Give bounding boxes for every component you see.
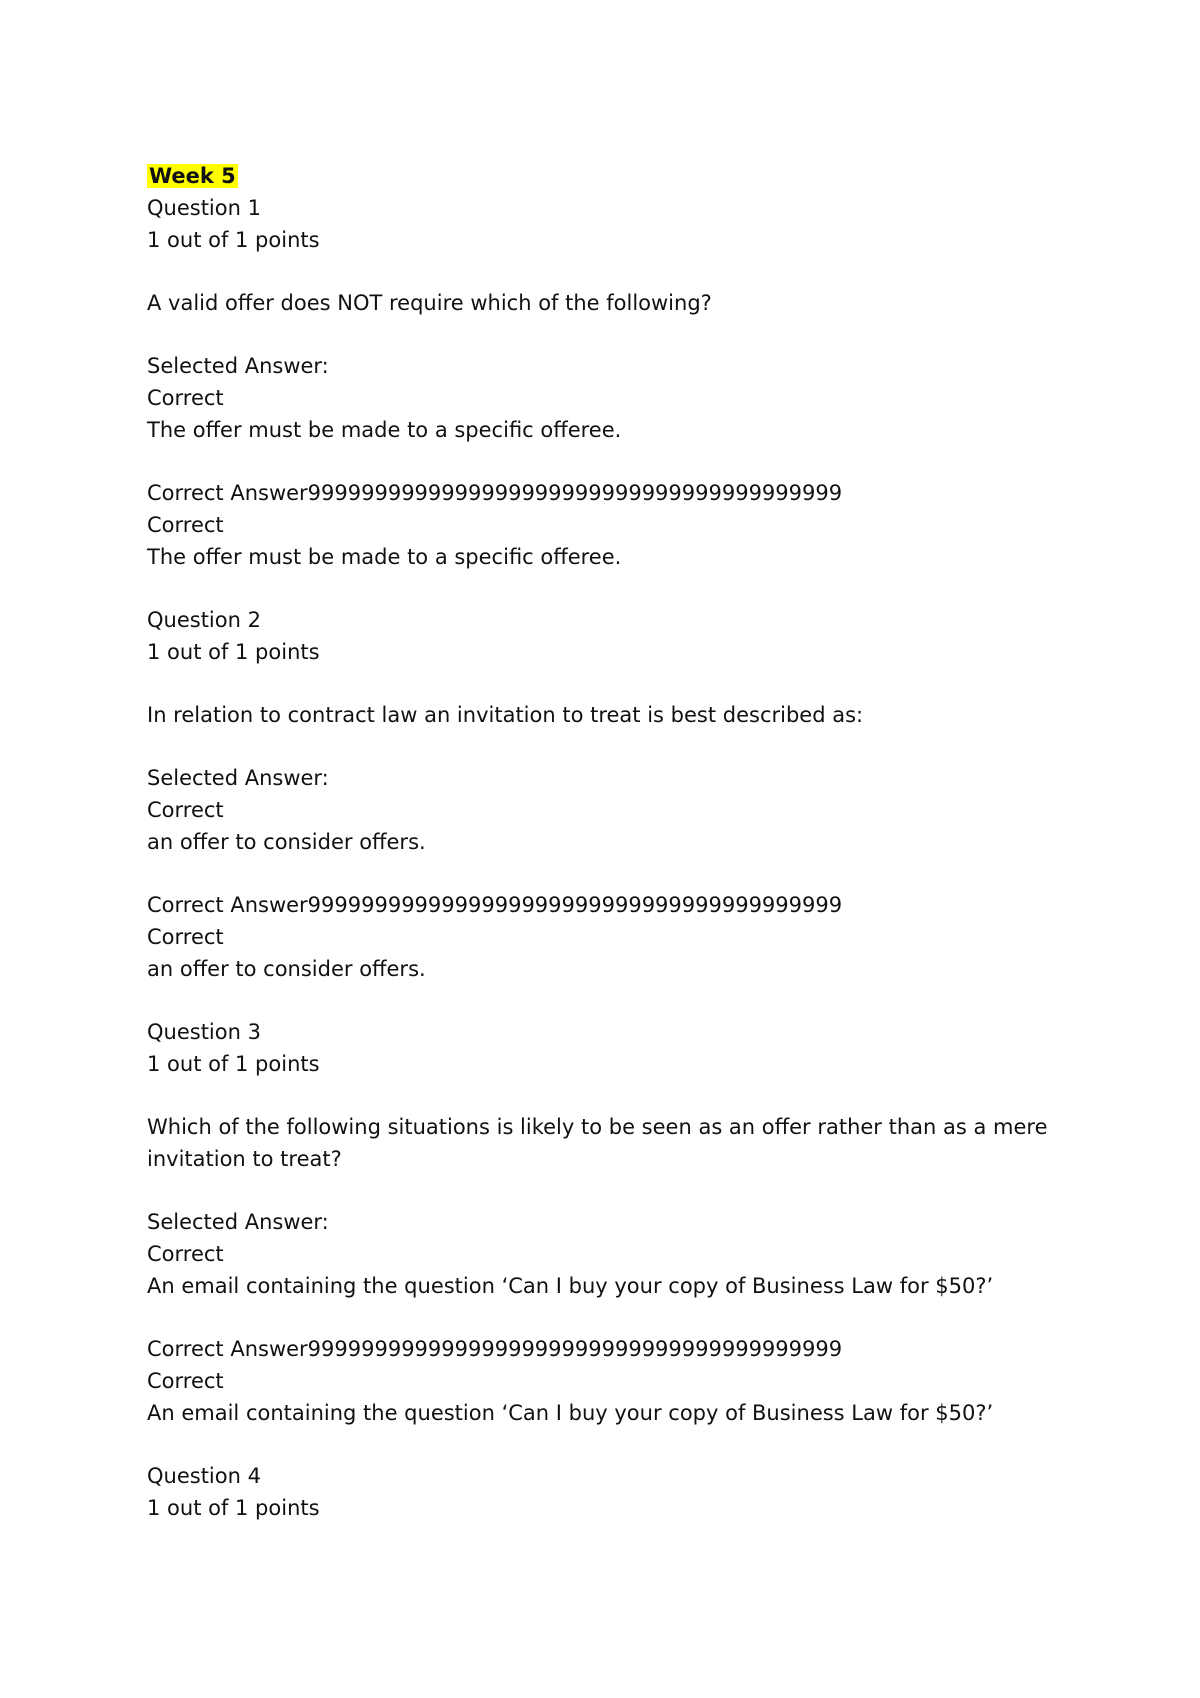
spacer <box>147 446 1077 477</box>
correct-answer-label: Correct Answer9999999999999999999999999999999999999999 <box>147 893 843 917</box>
correct-answer-label: Correct Answer9999999999999999999999999999999999999999 <box>147 1337 843 1361</box>
selected-answer-label: Selected Answer: <box>147 354 329 378</box>
week-heading <box>147 160 1077 192</box>
question-label: Question 4 <box>147 1464 261 1488</box>
question-label: Question 3 <box>147 1020 261 1044</box>
correct-answer-status: Correct <box>147 513 224 537</box>
selected-answer-label: Selected Answer: <box>147 766 329 790</box>
spacer <box>147 731 1077 762</box>
question-2 <box>147 604 1077 1016</box>
question-label: Question 2 <box>147 608 261 632</box>
spacer <box>147 1429 1077 1460</box>
spacer <box>147 1175 1077 1206</box>
correct-answer-label: Correct Answer9999999999999999999999999999999999999999 <box>147 481 843 505</box>
spacer <box>147 1302 1077 1333</box>
correct-answer-text: an offer to consider offers. <box>147 957 426 981</box>
correct-answer-text: An email containing the question ‘Can I buy your copy of Business Law for $50?’ <box>147 1401 994 1425</box>
spacer <box>147 858 1077 889</box>
correct-answer-text: The offer must be made to a specific offeree. <box>147 545 622 569</box>
selected-answer-status: Correct <box>147 798 224 822</box>
question-label: Question 1 <box>147 196 261 220</box>
selected-answer-status: Correct <box>147 1242 224 1266</box>
spacer <box>147 319 1077 350</box>
spacer <box>147 985 1077 1016</box>
correct-answer-status: Correct <box>147 925 224 949</box>
document-body <box>147 160 1077 1524</box>
selected-answer-text: An email containing the question ‘Can I buy your copy of Business Law for $50?’ <box>147 1274 994 1298</box>
week-heading-highlight: Week 5 <box>149 164 236 188</box>
spacer <box>147 668 1077 699</box>
spacer <box>147 256 1077 287</box>
selected-answer-label: Selected Answer: <box>147 1210 329 1234</box>
spacer <box>147 573 1077 604</box>
question-points: 1 out of 1 points <box>147 640 320 664</box>
selected-answer-status: Correct <box>147 386 224 410</box>
question-prompt: Which of the following situations is likely to be seen as an offer rather than as a mere invitation to treat? <box>147 1115 1055 1171</box>
spacer <box>147 1080 1077 1111</box>
correct-answer-status: Correct <box>147 1369 224 1393</box>
question-points: 1 out of 1 points <box>147 228 320 252</box>
question-4 <box>147 1460 1077 1524</box>
question-3 <box>147 1016 1077 1460</box>
question-prompt: A valid offer does NOT require which of the following? <box>147 291 712 315</box>
question-points: 1 out of 1 points <box>147 1496 320 1520</box>
question-prompt: In relation to contract law an invitation to treat is best described as: <box>147 703 864 727</box>
selected-answer-text: an offer to consider offers. <box>147 830 426 854</box>
question-1 <box>147 192 1077 604</box>
selected-answer-text: The offer must be made to a specific offeree. <box>147 418 622 442</box>
question-points: 1 out of 1 points <box>147 1052 320 1076</box>
